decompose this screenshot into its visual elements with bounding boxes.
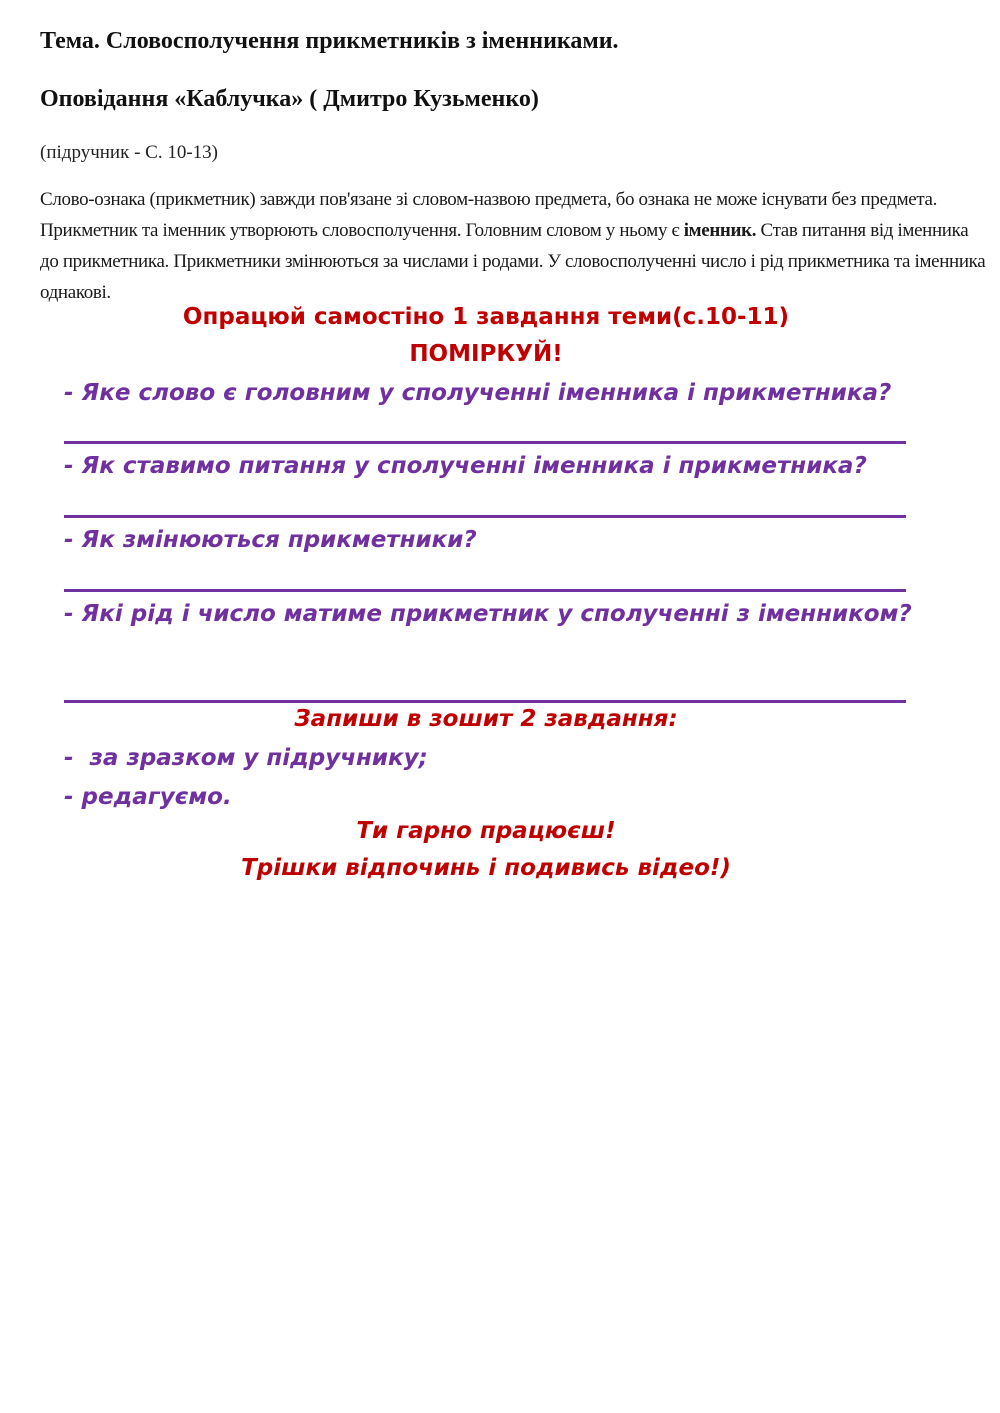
answer-line-2[interactable] [64,515,906,518]
topic-title: Тема. Словосполучення прикметників з іменниками. [40,28,619,54]
rule-key-word: іменник. [683,220,757,241]
rule-line: однакові. [40,282,111,303]
rule-text: Став питання від іменника [756,220,969,241]
rest-text: Трішки відпочинь і подивись відео!) [241,855,731,881]
rule-line: до прикметника. Прикметники змінюються за числами і родами. У словосполученні число і рід прикметника та іменника [40,251,986,272]
question-2: - Як ставимо питання у сполученні іменника і прикметника? [64,453,867,479]
textbook-reference: (підручник - С. 10-13) [40,142,218,163]
praise-text: Ти гарно працюєш! [356,818,616,844]
rule-paragraph [40,184,986,308]
task2-heading: Запиши в зошит 2 завдання: [294,706,678,732]
task1-heading: Опрацюй самостіно 1 завдання теми(с.10-11) [182,304,790,330]
answer-line-4[interactable] [64,700,906,703]
rule-line [40,215,975,246]
story-title: Оповідання «Каблучка» ( Дмитро Кузьменко) [40,86,539,112]
question-4: - Які рід і число матиме прикметник у сполученні з іменником? [64,601,912,627]
answer-line-1[interactable] [64,441,906,444]
rule-text: Прикметник та іменник утворюють словосполучення. Головним словом у ньому є [40,220,684,241]
task2-item: - за зразком у підручнику; [64,745,428,771]
task2-item: - редагуємо. [64,784,232,810]
question-3: - Як змінюються прикметники? [64,527,477,553]
answer-line-3[interactable] [64,589,906,592]
question-1: - Яке слово є головним у сполученні іменника і прикметника? [64,380,892,406]
rule-line: Слово-ознака (прикметник) завжди пов'язане зі словом-назвою предмета, бо ознака не може існувати без предмета. [40,189,938,210]
think-heading: ПОМІРКУЙ! [409,341,563,367]
